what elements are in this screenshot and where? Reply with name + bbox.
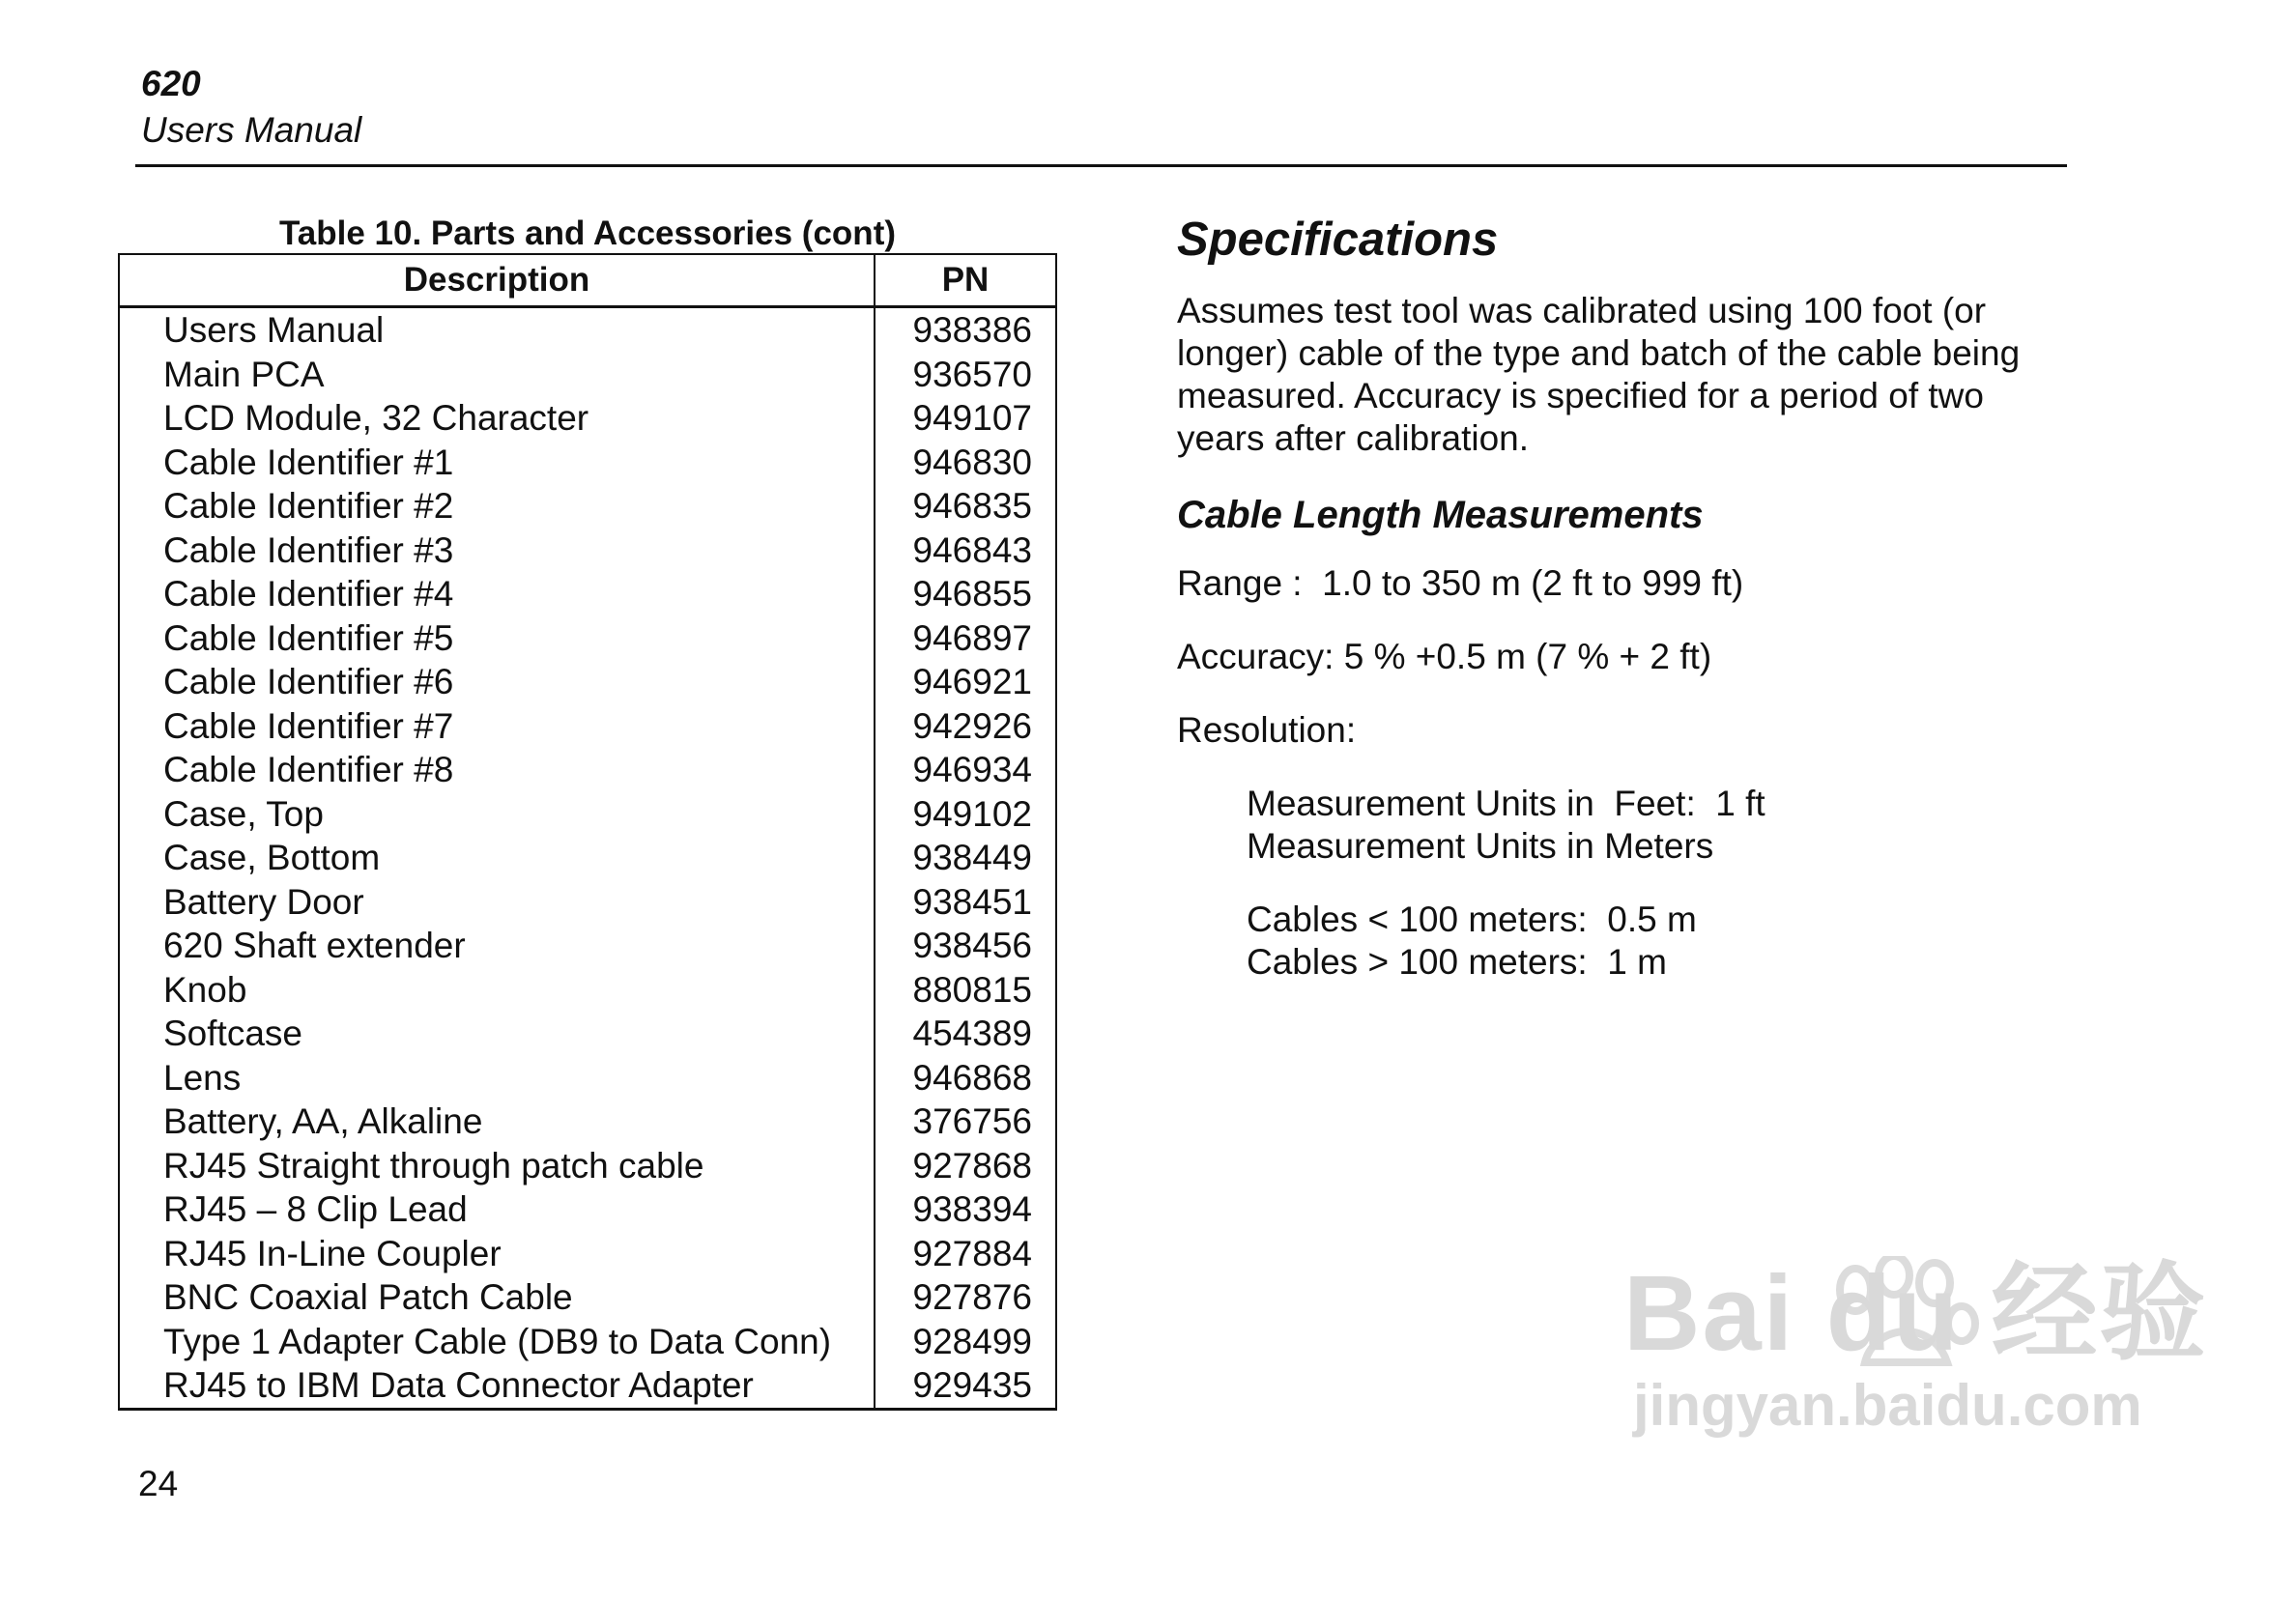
part-description: Cable Identifier #6	[119, 660, 875, 704]
part-number: 946835	[875, 484, 1056, 529]
part-number: 927876	[875, 1275, 1056, 1320]
baidu-watermark	[1623, 1256, 2208, 1440]
part-description: Case, Bottom	[119, 836, 875, 880]
part-number: 946843	[875, 529, 1056, 573]
part-description: Cable Identifier #5	[119, 616, 875, 661]
part-number: 929435	[875, 1363, 1056, 1409]
part-description: Cable Identifier #7	[119, 704, 875, 749]
part-number: 946921	[875, 660, 1056, 704]
part-description: BNC Coaxial Patch Cable	[119, 1275, 875, 1320]
part-number: 938394	[875, 1187, 1056, 1232]
part-description: RJ45 Straight through patch cable	[119, 1144, 875, 1188]
part-number: 942926	[875, 704, 1056, 749]
part-description: LCD Module, 32 Character	[119, 396, 875, 441]
part-number: 946868	[875, 1056, 1056, 1100]
table-row	[119, 529, 1056, 573]
table-row	[119, 1363, 1056, 1409]
part-description: RJ45 to IBM Data Connector Adapter	[119, 1363, 875, 1409]
table-row	[119, 1012, 1056, 1056]
table-row	[119, 748, 1056, 792]
resolution-meters: Measurement Units in Meters	[1247, 826, 1714, 866]
part-number: 927868	[875, 1144, 1056, 1188]
table-row	[119, 396, 1056, 441]
part-number: 880815	[875, 968, 1056, 1013]
part-description: Lens	[119, 1056, 875, 1100]
table-row	[119, 660, 1056, 704]
accuracy-spec: Accuracy: 5 % +0.5 m (7 % + 2 ft)	[1177, 637, 1712, 676]
part-description: Cable Identifier #1	[119, 441, 875, 485]
parts-table-body	[119, 307, 1056, 1410]
part-description: Users Manual	[119, 307, 875, 353]
table-row	[119, 307, 1056, 353]
resolution-feet: Measurement Units in Feet: 1 ft	[1247, 784, 1765, 823]
resolution-over-100m: Cables > 100 meters: 1 m	[1247, 942, 1667, 982]
part-description: Battery Door	[119, 880, 875, 925]
manual-title: Users Manual	[141, 110, 362, 150]
part-description: Knob	[119, 968, 875, 1013]
part-number: 938451	[875, 880, 1056, 925]
part-description: Main PCA	[119, 353, 875, 397]
table-row	[119, 1100, 1056, 1144]
table-row	[119, 968, 1056, 1013]
header-divider	[135, 164, 2067, 167]
table-row	[119, 924, 1056, 968]
watermark-url: jingyan.baidu.com	[1633, 1373, 2142, 1438]
range-spec: Range : 1.0 to 350 m (2 ft to 999 ft)	[1177, 563, 1744, 603]
part-description: Battery, AA, Alkaline	[119, 1100, 875, 1144]
part-number: 454389	[875, 1012, 1056, 1056]
part-number: 938449	[875, 836, 1056, 880]
column-header-description: Description	[119, 254, 875, 307]
table-row	[119, 616, 1056, 661]
part-number: 946855	[875, 572, 1056, 616]
table-caption: Table 10. Parts and Accessories (cont)	[278, 214, 896, 252]
table-row	[119, 484, 1056, 529]
part-description: RJ45 – 8 Clip Lead	[119, 1187, 875, 1232]
manual-model: 620	[141, 64, 201, 103]
parts-table	[118, 253, 1057, 1411]
part-number: 936570	[875, 353, 1056, 397]
part-number: 946830	[875, 441, 1056, 485]
part-description: Cable Identifier #8	[119, 748, 875, 792]
table-row	[119, 704, 1056, 749]
specifications-intro: Assumes test tool was calibrated using 100 foot (or longer) cable of the type and batch of the cable being measured. Accuracy is specified for a period of two years after calibration.	[1177, 291, 2021, 458]
table-row	[119, 836, 1056, 880]
part-number: 928499	[875, 1320, 1056, 1364]
page-number: 24	[138, 1464, 179, 1503]
part-number: 949107	[875, 396, 1056, 441]
table-row	[119, 1187, 1056, 1232]
part-description: Cable Identifier #4	[119, 572, 875, 616]
part-number: 376756	[875, 1100, 1056, 1144]
table-row	[119, 572, 1056, 616]
part-number: 946934	[875, 748, 1056, 792]
table-row	[119, 441, 1056, 485]
part-description: Softcase	[119, 1012, 875, 1056]
table-row	[119, 1056, 1056, 1100]
part-description: Case, Top	[119, 792, 875, 837]
resolution-label: Resolution:	[1177, 710, 1357, 750]
table-row	[119, 1275, 1056, 1320]
table-row	[119, 1320, 1056, 1364]
resolution-under-100m: Cables < 100 meters: 0.5 m	[1247, 900, 1697, 939]
part-number: 938456	[875, 924, 1056, 968]
table-header-row	[119, 254, 1056, 307]
table-row	[119, 792, 1056, 837]
specifications-heading: Specifications	[1177, 214, 1499, 266]
part-description: 620 Shaft extender	[119, 924, 875, 968]
part-description: Cable Identifier #2	[119, 484, 875, 529]
table-row	[119, 880, 1056, 925]
part-description: RJ45 In-Line Coupler	[119, 1232, 875, 1276]
watermark-brand: Bai du 经验	[1623, 1254, 2208, 1373]
table-row	[119, 1232, 1056, 1276]
part-number: 949102	[875, 792, 1056, 837]
part-number: 927884	[875, 1232, 1056, 1276]
part-number: 938386	[875, 307, 1056, 353]
part-description: Type 1 Adapter Cable (DB9 to Data Conn)	[119, 1320, 875, 1364]
table-row	[119, 1144, 1056, 1188]
part-number: 946897	[875, 616, 1056, 661]
column-header-pn: PN	[875, 254, 1056, 307]
cable-length-heading: Cable Length Measurements	[1177, 494, 1704, 536]
part-description: Cable Identifier #3	[119, 529, 875, 573]
table-row	[119, 353, 1056, 397]
